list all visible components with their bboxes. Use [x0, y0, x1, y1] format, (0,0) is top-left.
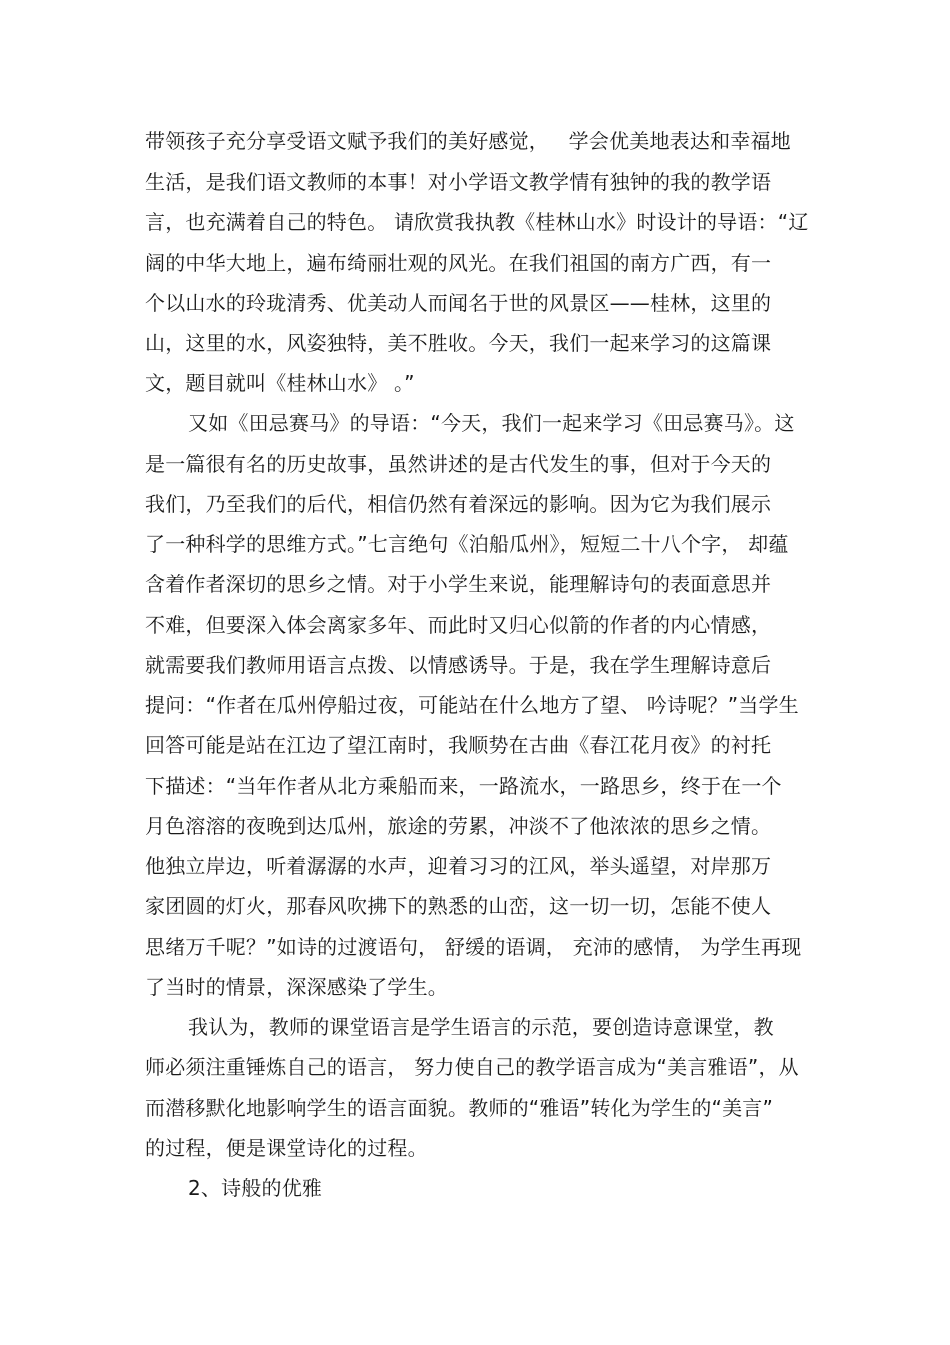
text-line: 就需要我们教师用语言点拨、以情感诱导。于是，我在学生理解诗意后 [145, 653, 772, 677]
text-line: 思绪万千呢？”如诗的过渡语句， 舒缓的语调， 充沛的感情， 为学生再现 [145, 935, 802, 959]
text-line: 下描述：“当年作者从北方乘船而来，一路流水，一路思乡，终于在一个 [145, 774, 782, 798]
text-line: 是一篇很有名的历史故事，虽然讲述的是古代发生的事，但对于今天的 [145, 452, 772, 476]
text-line: 个以山水的玲珑清秀、优美动人而闻名于世的风景区——桂林，这里的 [145, 291, 772, 315]
paragraph-first-line: 又如《田忌赛马》的导语：“今天，我们一起来学习《田忌赛马》。这 [188, 411, 795, 435]
text-line: 文，题目就叫《桂林山水》 。” [145, 371, 415, 395]
text-line: 了当时的情景，深深感染了学生。 [145, 975, 448, 999]
text-line: 带领孩子充分享受语文赋予我们的美好感觉， 学会优美地表达和幸福地 [145, 129, 791, 153]
text-line: 山，这里的水，风姿独特，美不胜收。今天，我们一起来学习的这篇课 [145, 331, 772, 355]
text-line: 我们，乃至我们的后代，相信仍然有着深远的影响。因为它为我们展示 [145, 492, 772, 516]
text-line: 言，也充满着自己的特色。 请欣赏我执教《桂林山水》时设计的导语：“辽 [145, 210, 809, 234]
text-line: 不难，但要深入体会离家多年、而此时又归心似箭的作者的内心情感， [145, 613, 772, 637]
text-line: 师必须注重锤炼自己的语言， 努力使自己的教学语言成为“美言雅语”，从 [145, 1055, 799, 1079]
text-line: 的过程，便是课堂诗化的过程。 [145, 1136, 428, 1160]
text-line: 阔的中华大地上，遍布绮丽壮观的风光。在我们祖国的南方广西，有一 [145, 251, 772, 275]
text-line: 提问：“作者在瓜州停船过夜，可能站在什么地方了望、 吟诗呢？”当学生 [145, 693, 799, 717]
text-line: 生活，是我们语文教师的本事！对小学语文教学情有独钟的我的教学语 [145, 170, 772, 194]
text-line: 他独立岸边，听着潺潺的水声，迎着习习的江风，举头遥望，对岸那万 [145, 854, 772, 878]
paragraph-first-line: 我认为，教师的课堂语言是学生语言的示范，要创造诗意课堂，教 [188, 1015, 774, 1039]
text-line: 家团圆的灯火，那春风吹拂下的熟悉的山峦，这一切一切，怎能不使人 [145, 894, 772, 918]
text-line: 回答可能是站在江边了望江南时，我顺势在古曲《春江花月夜》的衬托 [145, 733, 772, 757]
text-line: 月色溶溶的夜晚到达瓜州，旅途的劳累，冲淡不了他浓浓的思乡之情。 [145, 814, 772, 838]
section-heading: 2、诗般的优雅 [188, 1176, 323, 1200]
text-line: 含着作者深切的思乡之情。对于小学生来说，能理解诗句的表面意思并 [145, 572, 772, 596]
text-line: 了一种科学的思维方式。”七言绝句《泊船瓜州》，短短二十八个字， 却蕴 [145, 532, 789, 556]
text-line: 而潜移默化地影响学生的语言面貌。教师的“雅语”转化为学生的“美言” [145, 1096, 774, 1120]
